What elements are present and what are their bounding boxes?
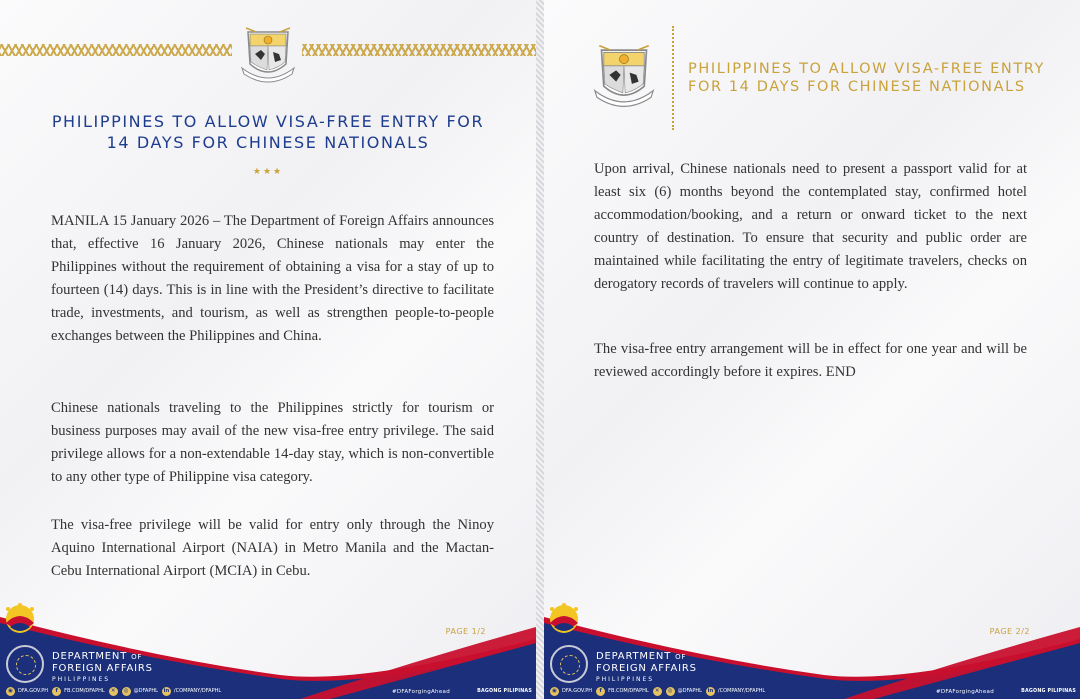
bagong-pilipinas-label: BAGONG PILIPINAS [1021,689,1076,694]
globe-icon: ◉ [6,687,15,696]
footer-wave-graphic [544,599,1080,699]
footer [544,599,1080,699]
social-link-facebook[interactable]: f FB.COM/DFAPHL [596,687,649,696]
social-link-website[interactable]: ◉ DFA.GOV.PH [550,687,592,696]
page-title [688,60,1068,96]
gold-braid-left [0,44,232,56]
dfa-wordmark: DEPARTMENT OF FOREIGN AFFAIRS PHILIPPINES [52,651,153,683]
instagram-icon: ◎ [122,687,131,696]
press-release-page-1 [0,0,536,699]
page-number: PAGE 1/2 [445,627,486,636]
paragraph: The visa-free privilege will be valid for entry only through the Ninoy Aquino International Airport (NAIA) in Metro Manila and the Mactan-Cebu International Airport (MCIA) in Cebu. [51,517,494,579]
social-link-x[interactable] [109,687,118,696]
linkedin-icon: in [163,687,170,694]
social-link-website[interactable]: ◉ DFA.GOV.PH [6,687,48,696]
globe-icon: ◉ [550,687,559,696]
bagong-pilipinas-label: BAGONG PILIPINAS [477,689,532,694]
social-link-linkedin[interactable]: in /COMPANY/DFAPHL [163,687,222,694]
page-number: PAGE 2/2 [989,627,1030,636]
title-line-2: 14 DAYS FOR CHINESE NATIONALS [106,133,430,152]
paragraph: The visa-free entry arrangement will be in effect for one year and will be reviewed accordingly before it expires. END [594,341,1027,380]
footer [0,599,536,699]
hashtag: #DFAForgingAhead [391,689,450,695]
x-icon: ✕ [109,687,118,696]
paragraph: Chinese nationals traveling to the Philippines strictly for tourism or business purposes may avail of the new visa-free entry privilege. The said privilege allows for a non-extendable 14-day stay, which is non-convertible to any other type of Philippine visa category. [51,400,494,485]
gold-dotted-divider [672,26,674,130]
star-ornament-icon: ★★★ [252,167,284,177]
paragraph: Upon arrival, Chinese nationals need to present a passport valid for at least six (6) months beyond the contemplated stay, confirmed hotel accommodation/booking, and a return or onward ticket to the next country of destination. To ensure that security and public order are maintained while facilitating the entry of legitimate travelers, checks on derogatory records of travelers will continue to apply. [594,161,1027,292]
dfa-logo-icon [550,645,588,683]
gold-braid-right [302,44,536,56]
bagong-pilipinas-logo-icon [544,599,584,641]
philippine-seal-icon [236,24,300,86]
x-icon: ✕ [653,687,662,696]
dfa-logo-icon [6,645,44,683]
facebook-icon: f [596,687,605,696]
social-link-x[interactable] [653,687,662,696]
bagong-pilipinas-logo-icon [0,599,40,641]
social-link-facebook[interactable]: f FB.COM/DFAPHL [52,687,105,696]
linkedin-icon: in [707,687,714,694]
hashtag: #DFAForgingAhead [935,689,994,695]
philippine-seal-icon [588,40,660,112]
dfa-wordmark: DEPARTMENT OF FOREIGN AFFAIRS PHILIPPINES [596,651,697,683]
social-link-instagram[interactable]: ◎ @DFAPHL [666,687,702,696]
title-line-1: PHILIPPINES TO ALLOW VISA-FREE ENTRY FOR [51,112,485,131]
title-line-1: PHILIPPINES TO ALLOW VISA-FREE ENTRY [688,61,1045,77]
page-title [0,111,536,153]
social-link-linkedin[interactable]: in /COMPANY/DFAPHL [707,687,766,694]
facebook-icon: f [52,687,61,696]
social-links [6,685,221,697]
title-line-2: FOR 14 DAYS FOR CHINESE NATIONALS [688,79,1026,95]
page-divider [536,0,544,699]
instagram-icon: ◎ [666,687,675,696]
footer-wave-graphic [0,599,536,699]
social-links [550,685,765,697]
paragraph: MANILA 15 January 2026 – The Department of Foreign Affairs announces that, effective 16 January 2026, Chinese nationals may enter the Philippines without the requirement of obtaining a visa for a stay of up to fourteen (14) days. This is in line with the President’s directive to facilitate trade, investments, and tourism, as well as strengthen people-to-people exchanges between the Philippines and China. [51,213,494,344]
press-release-page-2 [544,0,1080,699]
social-link-instagram[interactable]: ◎ @DFAPHL [122,687,158,696]
